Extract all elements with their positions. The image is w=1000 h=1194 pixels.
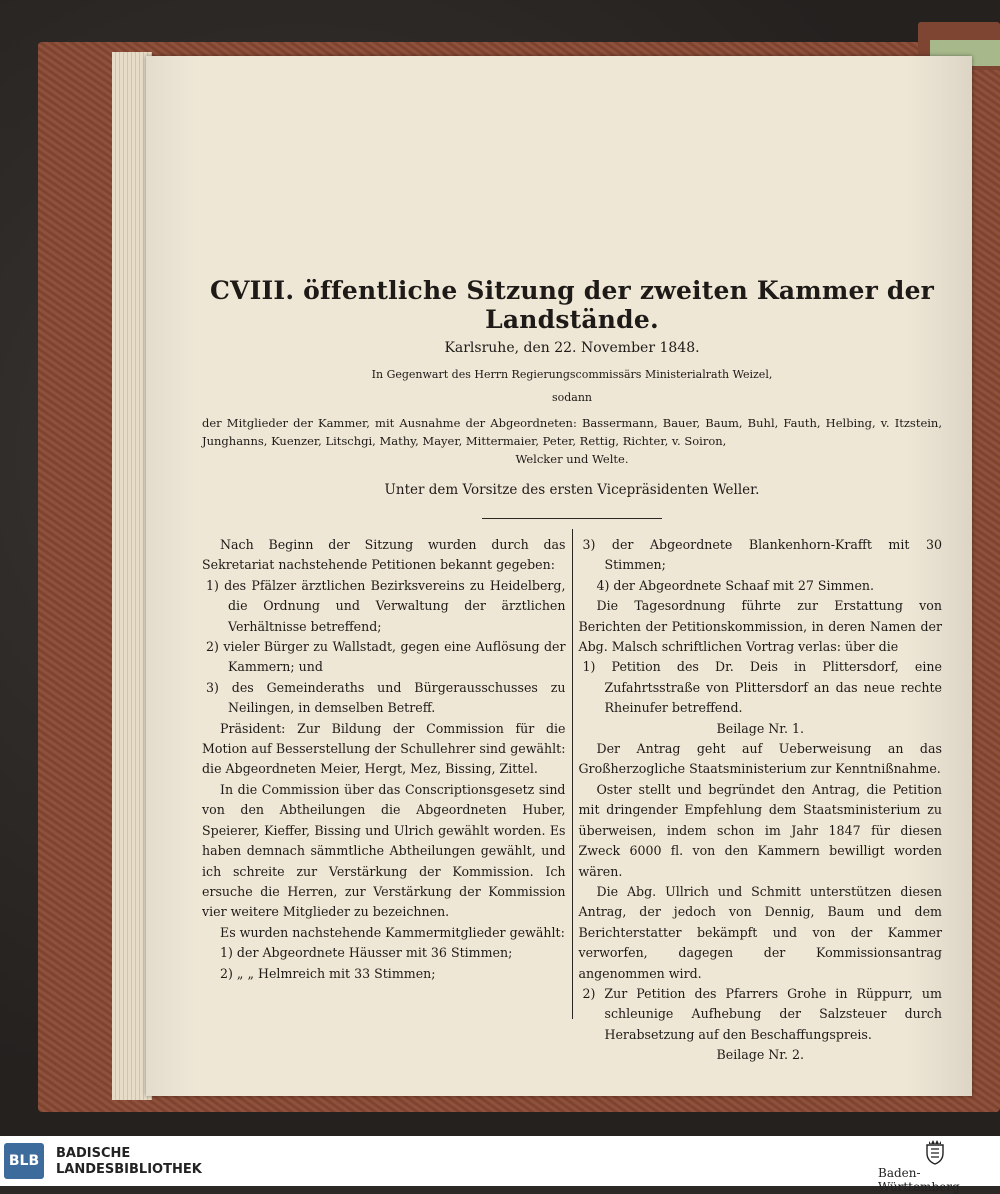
- title-rule: [482, 518, 662, 519]
- members-tail: Welcker und Welte.: [515, 452, 629, 466]
- members-paragraph: [202, 414, 942, 468]
- right-paragraph: Oster stellt und begründet den Antrag, die Petition mit dringender Empfehlung dem Staatsministerium zu überweisen, indem schon im Jahr 1847 für diesen Zweck 6000 fl. von den Kammern bewilligt worden wären.: [578, 781, 942, 879]
- left-paragraph: In die Commission über das Conscriptionsgesetz sind von den Abtheilungen die Abgeordneten Huber, Speierer, Kieffer, Bissing und Ulrich gewählt worden. Es haben demnach sämmtliche Abtheilungen gewählt, und ich schreite zur Verstärkung der Kommission. Ich ersuche die Herren, zur Verstärkung der Kommission vier weitere Mitglieder zu bezeichnen.: [202, 781, 566, 920]
- left-paragraph: Es wurden nachstehende Kammermitglieder gewählt:: [220, 924, 565, 940]
- left-paragraph: 3) des Gemeinderaths und Bürgerausschusses zu Neilingen, in demselben Betreff.: [206, 679, 566, 716]
- right-paragraph: 3) der Abgeordnete Blankenhorn-Krafft mit 30 Stimmen;: [582, 537, 942, 573]
- right-paragraph: Der Antrag geht auf Ueberweisung an das Großherzogliche Staatsministerium zur Kenntnißnahme.: [578, 741, 942, 777]
- library-name-line2: LANDESBIBLIOTHEK: [56, 1162, 202, 1177]
- library-name[interactable]: [56, 1146, 202, 1178]
- left-paragraph: 2) „ „ Helmreich mit 33 Stimmen;: [220, 965, 436, 981]
- chair-line: Unter dem Vorsitze des ersten Vicepräsidenten Weller.: [384, 482, 760, 498]
- sodann-line: sodann: [551, 391, 593, 404]
- dateline: Karlsruhe, den 22. November 1848.: [444, 340, 700, 356]
- baden-wuerttemberg-crest-icon: [924, 1139, 946, 1165]
- left-paragraph: 2) vieler Bürger zu Wallstadt, gegen eine Auflösung der Kammern; und: [206, 639, 566, 675]
- session-title: CVIII. öffentliche Sitzung der zweiten Kammer der Landstände.: [209, 276, 935, 334]
- right-paragraph: Beilage Nr. 1.: [716, 720, 804, 736]
- page-content: [202, 276, 942, 1066]
- left-paragraph: Präsident: Zur Bildung der Commission für die Motion auf Besserstellung der Schullehrer sind gewählt: die Abgeordneten Meier, Hergt, Mez, Bissing, Zittel.: [202, 720, 566, 777]
- right-paragraph: Die Abg. Ullrich und Schmitt unterstützen diesen Antrag, der jedoch von Dennig, Baum und dem Berichterstatter bekämpft und von der Kammer verworfen, dagegen der Kommissionsantrag angenommen wird.: [578, 883, 942, 981]
- left-column: [202, 535, 572, 1066]
- right-paragraph: 2) Zur Petition des Pfarrers Grohe in Rüppurr, um schleunige Aufhebung der Salzsteuer durch Herabsetzung auf den Beschaffungspreis.: [582, 985, 942, 1042]
- right-paragraph: Die Tagesordnung führte zur Erstattung von Berichten der Petitionskommission, in deren Namen der Abg. Malsch schriftlichen Vortrag verlas: über die: [578, 598, 942, 655]
- book-page: [146, 56, 972, 1096]
- left-paragraph: 1) des Pfälzer ärztlichen Bezirksvereins zu Heidelberg, die Ordnung und Verwaltung der ärztlichen Verhältnisse betreffend;: [206, 577, 566, 634]
- right-paragraph: 1) Petition des Dr. Deis in Plittersdorf, eine Zufahrtsstraße von Plittersdorf an das neue rechte Rheinufer betreffend.: [582, 659, 942, 716]
- right-paragraph: Beilage Nr. 2.: [716, 1047, 804, 1063]
- library-name-line1: BADISCHE: [56, 1146, 131, 1161]
- left-paragraph: 1) der Abgeordnete Häusser mit 36 Stimmen;: [220, 945, 513, 961]
- presence-line: In Gegenwart des Herrn Regierungscommissärs Ministerialrath Weizel,: [371, 368, 773, 381]
- two-column-body: [202, 535, 942, 1066]
- footer-bar: [0, 1136, 1000, 1194]
- blb-logo[interactable]: BLB: [4, 1143, 44, 1179]
- state-name[interactable]: Baden-Württemberg: [878, 1166, 960, 1194]
- right-paragraph: 4) der Abgeordnete Schaaf mit 27 Simmen.: [596, 577, 875, 593]
- right-column: [572, 535, 942, 1066]
- left-paragraph: Nach Beginn der Sitzung wurden durch das Sekretariat nachstehende Petitionen bekannt gegeben:: [202, 537, 566, 573]
- members-text: der Mitglieder der Kammer, mit Ausnahme der Abgeordneten: Bassermann, Bauer, Baum, Buhl, Fauth, Helbing, v. Itzstein, Junghanns, Kuenzer, Litschgi, Mathy, Mayer, Mittermaier, Peter, Rettig, Richter, v. Soiron,: [202, 416, 942, 448]
